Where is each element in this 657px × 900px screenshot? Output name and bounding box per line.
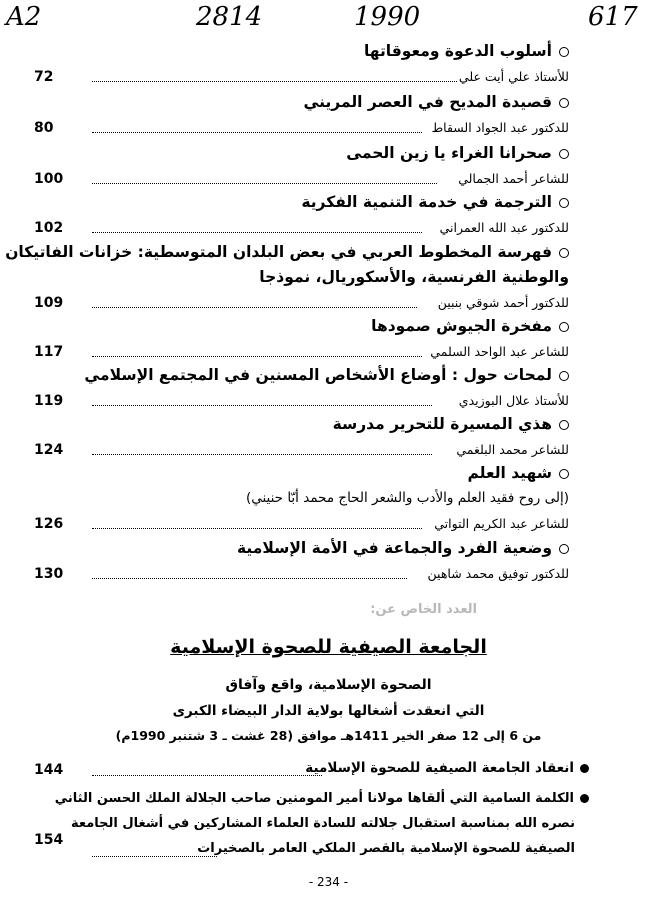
toc-entry-author: للشاعر عبد الكريم التواتي bbox=[434, 516, 569, 531]
toc-entry-subtitle: (إلى روح فقيد العلم والأدب والشعر الحاج محمد أبّا حنيني) bbox=[245, 490, 569, 506]
toc-entry-author: للشاعر محمد البلغمي bbox=[456, 442, 569, 457]
dot-leader bbox=[92, 81, 457, 82]
toc-entry-title: وضعية الفرد والجماعة في الأمة الإسلامية bbox=[237, 539, 569, 557]
circle-bullet-icon bbox=[559, 322, 569, 332]
circle-bullet-icon bbox=[559, 371, 569, 381]
page-number: 154 bbox=[34, 832, 64, 848]
dot-leader bbox=[92, 132, 422, 133]
handwritten-code-left: A2 bbox=[6, 2, 42, 32]
filled-bullet-icon bbox=[580, 764, 589, 773]
dot-leader bbox=[92, 307, 417, 308]
dot-leader bbox=[92, 454, 432, 455]
toc-entry-title: مفخرة الجيوش صمودها bbox=[371, 317, 569, 335]
handwritten-code-right: 617 bbox=[588, 2, 638, 32]
toc-entry-author: للدكتور توفيق محمد شاهين bbox=[427, 566, 569, 581]
toc-entry-title: أسلوب الدعوة ومعوقاتها bbox=[364, 42, 569, 60]
toc-entry-author: للدكتور أحمد شوقي بنبين bbox=[437, 295, 569, 310]
dot-leader bbox=[92, 528, 422, 529]
circle-bullet-icon bbox=[559, 248, 569, 258]
circle-bullet-icon bbox=[559, 544, 569, 554]
toc-entry-title: هذي المسيرة للتحرير مدرسة bbox=[333, 415, 569, 433]
page-number: 124 bbox=[34, 442, 64, 458]
page-number: 130 bbox=[34, 566, 64, 582]
section-entry-line1: الكلمة السامية التي ألقاها مولانا أمير المومنين صاحب الجلالة الملك الحسن الثاني bbox=[55, 791, 589, 806]
dot-leader bbox=[92, 856, 217, 857]
dot-leader bbox=[92, 183, 437, 184]
toc-entry-author: للدكتور عبد الله العمراني bbox=[439, 220, 569, 235]
section-title: الجامعة الصيفية للصحوة الإسلامية bbox=[170, 636, 487, 658]
page-number: 126 bbox=[34, 516, 64, 532]
toc-entry-title: صحرانا الغراء يا زين الحمى bbox=[346, 144, 569, 162]
circle-bullet-icon bbox=[559, 47, 569, 57]
faint-section-label: العدد الخاص عن: bbox=[370, 602, 477, 617]
dot-leader bbox=[92, 405, 432, 406]
section-line-dates: من 6 إلى 12 صفر الخير 1411هـ موافق (28 غشت ـ 3 شتنبر 1990م) bbox=[115, 728, 542, 743]
circle-bullet-icon bbox=[559, 149, 569, 159]
circle-bullet-icon bbox=[559, 420, 569, 430]
toc-entry-author: للأستاذ علال البوزيدي bbox=[458, 393, 569, 408]
page-number: 117 bbox=[34, 344, 64, 360]
toc-entry-title: فهرسة المخطوط العربي في بعض البلدان المتوسطية: خزانات الفاتيكان bbox=[5, 243, 569, 261]
page-number: 102 bbox=[34, 220, 64, 236]
section-entry-line2: نصره الله بمناسبة استقبال جلالته للسادة العلماء المشاركين في أشغال الجامعة bbox=[70, 816, 575, 831]
section-entry-line3: الصيفية للصحوة الإسلامية بالقصر الملكي العامر بالصخيرات bbox=[197, 841, 575, 856]
page-number: 80 bbox=[34, 120, 54, 136]
section-line-venue: التي انعقدت أشغالها بولاية الدار البيضاء الكبرى bbox=[172, 703, 485, 719]
circle-bullet-icon bbox=[559, 98, 569, 108]
dot-leader bbox=[92, 232, 422, 233]
section-subtitle: الصحوة الإسلامية، واقع وآفاق bbox=[225, 677, 432, 693]
toc-entry-author: للشاعر عبد الواحد السلمي bbox=[430, 344, 569, 359]
dot-leader bbox=[92, 356, 422, 357]
page-number: 109 bbox=[34, 295, 64, 311]
toc-entry-author: للدكتور عبد الجواد السقاط bbox=[431, 120, 569, 135]
page-number: 119 bbox=[34, 393, 64, 409]
footer-page-number: - 234 - bbox=[308, 875, 349, 889]
dot-leader bbox=[92, 775, 322, 776]
toc-entry-title: لمحات حول : أوضاع الأشخاص المسنين في المجتمع الإسلامي bbox=[84, 366, 569, 384]
page-number: 72 bbox=[34, 69, 54, 85]
toc-entry-title: شهيد العلم bbox=[467, 464, 569, 482]
circle-bullet-icon bbox=[559, 469, 569, 479]
section-entry-title: انعقاد الجامعة الصيفية للصحوة الإسلامية bbox=[305, 760, 589, 776]
toc-entry-title: الترجمة في خدمة التنمية الفكرية bbox=[301, 193, 569, 211]
page-number: 144 bbox=[34, 762, 64, 778]
handwritten-year: 1990 bbox=[354, 2, 421, 32]
page-number: 100 bbox=[34, 171, 64, 187]
dot-leader bbox=[92, 578, 407, 579]
toc-entry-title: قصيدة المديح في العصر المريني bbox=[303, 93, 569, 111]
filled-bullet-icon bbox=[580, 794, 589, 803]
handwritten-number: 2814 bbox=[196, 2, 263, 32]
toc-entry-author: للأستاذ علي أيت علي bbox=[458, 69, 569, 84]
toc-entry-title-line2: والوطنية الفرنسية، والأسكوريال، نموذجا bbox=[259, 268, 569, 286]
circle-bullet-icon bbox=[559, 198, 569, 208]
toc-entry-author: للشاعر أحمد الجمالي bbox=[458, 171, 569, 186]
